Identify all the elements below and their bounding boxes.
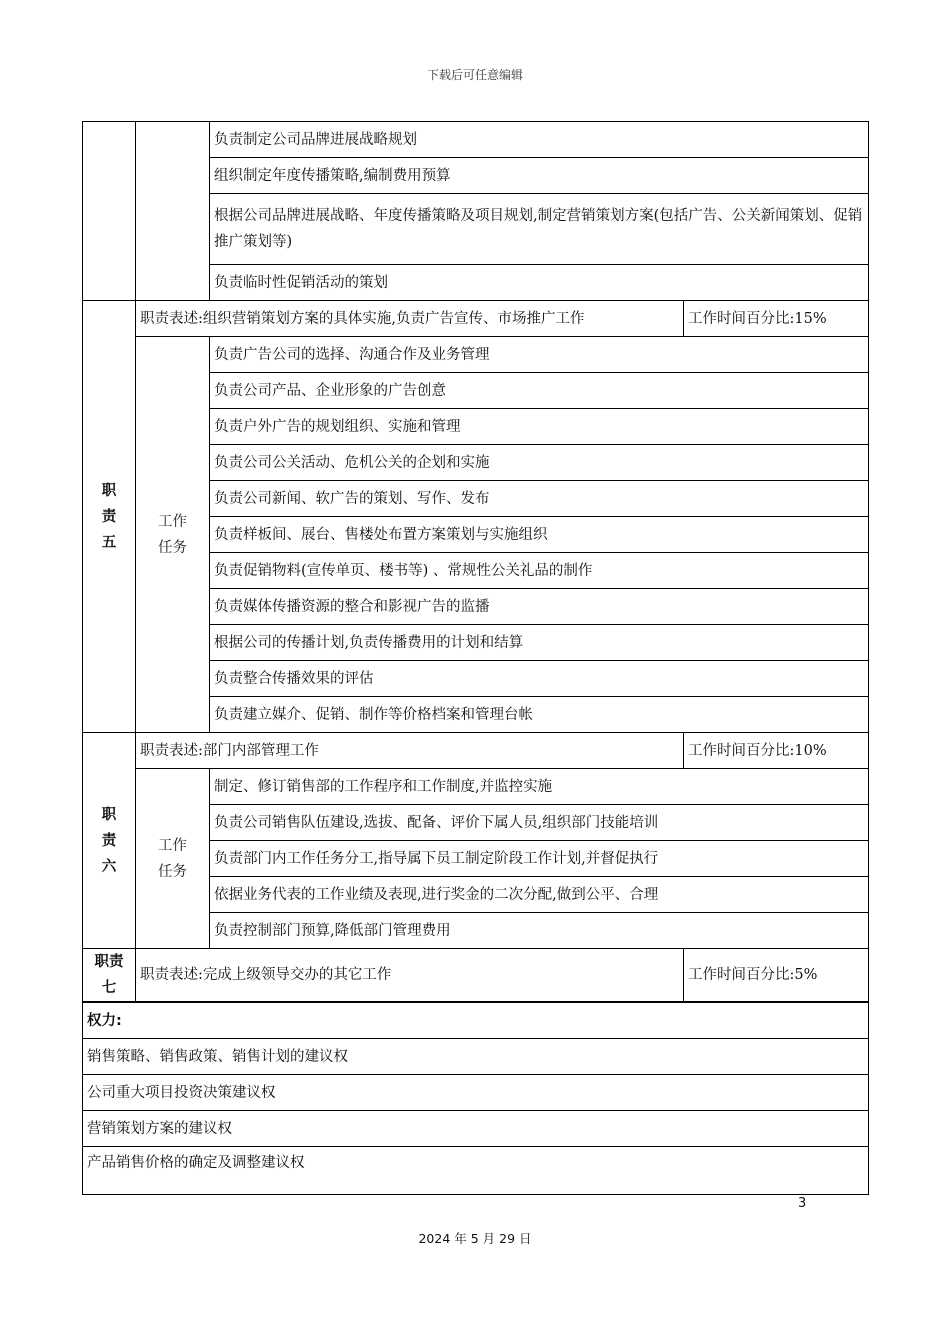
task-row: 负责媒体传播资源的整合和影视广告的监播 <box>210 589 869 625</box>
page-number: 3 <box>798 1196 807 1211</box>
task-row: 组织制定年度传播策略,编制费用预算 <box>210 158 869 194</box>
task-row: 负责建立媒介、促销、制作等价格档案和管理台帐 <box>210 697 869 733</box>
work-time-percentage: 工作时间百分比:10% <box>684 733 869 769</box>
power-item: 营销策划方案的建议权 <box>83 1111 869 1147</box>
task-row: 负责公司公关活动、危机公关的企划和实施 <box>210 445 869 481</box>
task-row: 负责整合传播效果的评估 <box>210 661 869 697</box>
task-row: 负责制定公司品牌进展战略规划 <box>210 122 869 158</box>
task-row: 负责临时性促销活动的策划 <box>210 265 869 301</box>
duty-label: 职责七 <box>83 949 136 1003</box>
power-item: 产品销售价格的确定及调整建议权 <box>83 1147 869 1195</box>
task-row: 根据公司的传播计划,负责传播费用的计划和结算 <box>210 625 869 661</box>
work-task-label: 工作任务 <box>136 337 210 733</box>
task-row: 制定、修订销售部的工作程序和工作制度,并监控实施 <box>210 769 869 805</box>
task-row: 负责公司新闻、软广告的策划、写作、发布 <box>210 481 869 517</box>
task-row: 负责公司产品、企业形象的广告创意 <box>210 373 869 409</box>
duty-label: 职责五 <box>83 301 136 733</box>
powers-heading: 权力: <box>83 1002 869 1039</box>
power-item: 销售策略、销售政策、销售计划的建议权 <box>83 1039 869 1075</box>
page-header: 下载后可任意编辑 <box>426 68 523 82</box>
duty-description: 职责表述:部门内部管理工作 <box>136 733 684 769</box>
prev-work-label-cell <box>136 122 210 301</box>
task-row: 根据公司品牌进展战略、年度传播策略及项目规划,制定营销策划方案(包括广告、公关新闻策划、促销推广策划等) <box>210 194 869 265</box>
work-time-percentage: 工作时间百分比:5% <box>684 949 869 1003</box>
power-item: 公司重大项目投资决策建议权 <box>83 1075 869 1111</box>
task-row: 负责促销物料(宣传单页、楼书等) 、常规性公关礼品的制作 <box>210 553 869 589</box>
duty-description: 职责表述:完成上级领导交办的其它工作 <box>136 949 684 1003</box>
task-row: 负责控制部门预算,降低部门管理费用 <box>210 913 869 949</box>
task-row: 负责户外广告的规划组织、实施和管理 <box>210 409 869 445</box>
task-row: 依据业务代表的工作业绩及表现,进行奖金的二次分配,做到公平、合理 <box>210 877 869 913</box>
task-row: 负责部门内工作任务分工,指导属下员工制定阶段工作计划,并督促执行 <box>210 841 869 877</box>
work-task-label: 工作任务 <box>136 769 210 949</box>
task-row: 负责广告公司的选择、沟通合作及业务管理 <box>210 337 869 373</box>
job-duties-table <box>82 121 869 1195</box>
prev-duty-label-cell <box>83 122 136 301</box>
task-row: 负责样板间、展台、售楼处布置方案策划与实施组织 <box>210 517 869 553</box>
page-date: 2024 年 5 月 29 日 <box>418 1231 532 1246</box>
duty-description: 职责表述:组织营销策划方案的具体实施,负责广告宣传、市场推广工作 <box>136 301 684 337</box>
work-time-percentage: 工作时间百分比:15% <box>684 301 869 337</box>
task-row: 负责公司销售队伍建设,选拔、配备、评价下属人员,组织部门技能培训 <box>210 805 869 841</box>
duty-label: 职责六 <box>83 733 136 949</box>
